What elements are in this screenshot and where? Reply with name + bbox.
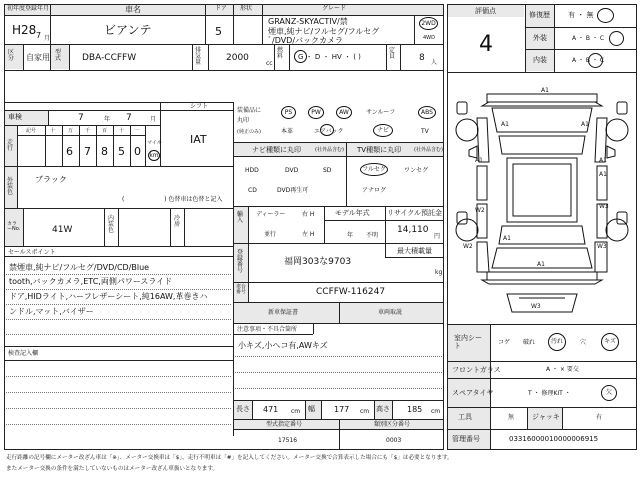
navi-title: ナビ種類に丸印 [252,146,301,154]
exterior-value: ブラック [35,175,67,184]
tools-value: 無 [508,414,515,421]
aircon-label: 冷房 [174,215,181,228]
category-no-value: 0003 [386,437,402,444]
equip-aw: AW [336,106,352,119]
capacity-label: 定員 [389,47,396,60]
dmg-label-11: W3 [597,243,607,250]
sheet-opt-kizu: キズ [601,333,619,351]
dmg-label-3: A1 [581,121,589,128]
color-no-value: 41W [52,225,73,235]
inspection-month: 7 [126,113,132,123]
exterior-label: 外装色 [7,177,14,196]
height-value: 185 [407,405,423,414]
car-damage-diagram [447,72,637,324]
spare-tire-selected: 欠 [601,385,617,401]
equipment-label2: 丸印 [237,117,250,124]
shift-value: IAT [190,133,207,146]
digit-header-3: 千 [85,128,91,134]
recycle-value: 14,110 [397,225,429,235]
sheet-opt-yabure: 破れ [523,339,536,346]
import-right-h: 右 H [302,211,315,218]
score-label: 評価点 [475,7,496,15]
tv-title: TV種類に丸印 [357,146,402,154]
type-spec-value: 17516 [278,437,298,444]
doors-label: ドア [215,5,227,12]
mileage-digit-2: 7 [84,145,91,158]
equip-pw: PW [308,106,324,119]
model-year-unknown: 不明 [366,232,379,239]
inspection-notes-label: 検査記入欄 [8,350,39,357]
displacement-label: 排気量 [195,47,202,66]
displacement-value: 2000 [226,53,249,63]
mileage-remark-label: 記号 [26,128,37,134]
shape-label: 形状 [240,5,253,12]
navi-hdd: HDD [245,167,259,174]
registration-value: 福岡303な9703 [284,257,352,267]
dmg-label-13: W3 [531,303,541,310]
mileage-unit-mile: マイル [147,140,162,146]
sales-line-3: ドア,HIDライト,ハーフレザーシート,純16AW,革巻きハ [9,292,208,301]
sales-line-4: ンドル,マット,バイザー [9,307,94,316]
navi-dvd: DVD [285,167,299,174]
type-spec-label: 型式指定番号 [266,421,303,428]
spare-tire-options: T ・ 修理KIT ・ [528,390,571,397]
sheet-opt-ana: 穴 [580,339,587,346]
registration-label: 登録番号 [237,249,244,274]
max-load-kg: kg [435,269,443,276]
doors-value: 5 [215,25,222,38]
drive-4wd: 4WD [423,35,435,41]
recycle-yen: 円 [434,233,441,240]
import-parallel: 並行 [264,231,277,238]
score-value: 4 [479,32,493,57]
management-label: 管理番号 [452,435,480,443]
equip-airbag-circle [320,124,334,136]
grade-line-1: GRANZ-SKYACTIV/禁 [268,17,348,26]
footer-line-2: またメーター交換の条件を満たしていないものはメーター改ざん車扱いとなります。 [6,466,219,472]
equip-navi: ナビ [373,124,393,137]
dmg-label-2: A1 [501,121,509,128]
repair-options: 有 ・ 無 [568,11,594,19]
vehicle-manual: 車両取説 [378,309,403,316]
interior-score-label: 内装 [533,56,547,64]
fuel-selected-circle [294,50,307,63]
mileage-digit-1: 6 [66,145,73,158]
width-unit: cm [360,408,370,415]
fuel-label: 燃料 [277,47,284,60]
first-reg-label: 初年度登録年月 [7,5,50,12]
inspection-year: 7 [78,113,84,123]
sheet-opt-yogore: 汚れ [548,333,566,351]
grade-line-3: ﾞ/DVD/バックカメラ [268,36,344,45]
capacity-value: 8 [419,53,425,63]
car-name: ビアンテ [104,23,152,37]
navi-sd: SD [323,167,332,174]
jack-label: ジャッキ [532,413,560,421]
equip-abs: ABS [418,106,436,119]
person-unit: 人 [431,59,438,66]
recycle-label: リサイクル預託金 [387,209,443,217]
sales-line-1: 禁煙車,純ナビ/フルセグ/DVD/CD/Blue [9,263,150,272]
category-label: 区分 [8,49,15,62]
navi-dvd-play: DVD再生可 [277,187,309,194]
new-car-warranty: 新車保証書 [268,309,299,316]
notes-label: 注意事項・不具合箇所 [237,326,298,333]
tv-analog: アナログ [362,187,387,194]
fuel-options: G ・ D ・ HV ・ ( ) [298,53,361,61]
exterior-score-options: A ・ B ・ C [572,35,605,42]
height-label: 高さ [376,405,390,413]
equipment-label3: (純正のみ) [237,129,261,135]
model-label: 型式 [55,49,62,62]
spare-tire-label: スペアタイヤ [452,389,494,397]
footer-line-1: 走行距離の記号欄にメーター改ざん車は「※」、メーター交換車は「$」、走行不明車は「#」を記入してください。メーター交換で合算表示した場合にも「$」は必要となります。 [6,455,453,461]
grade-label: グレード [322,5,347,12]
length-value: 471 [263,405,279,414]
chassis-value: CCFFW-116247 [316,287,386,297]
equip-airbag: エアバック [314,128,344,135]
dmg-label-6: A1 [475,157,483,164]
equip-leather: 本革 [281,128,294,135]
mileage-label: 走行 [7,139,14,152]
chassis-label: 車台番号 [236,284,247,295]
front-glass-label: フロントガラス [452,366,501,374]
import-label: 輸入 [237,211,244,224]
front-glass-options: A ・ × 要交 [546,366,579,373]
exterior-score-selected [609,31,624,46]
navi-cd: CD [248,187,257,194]
interior-sheet-label: 室内シート [454,334,482,351]
import-dealer: ディーラー [256,211,286,218]
grade-line-2: 煙車,純ナビ/フルセグ/フルセグ [268,27,380,36]
inspection-month-unit: 月 [150,116,157,123]
dmg-label-1: A1 [541,87,549,94]
model-year-unit: 年 [347,232,354,239]
max-load-label: 最大積載量 [397,247,432,255]
interior-color-label: 内装色 [108,215,115,234]
equipment-label: 装備品に [237,107,262,114]
inspection-label: 車検 [8,113,22,121]
dmg-label-12: A1 [537,261,545,268]
car-name-label: 車名 [125,5,141,14]
repair-selected [597,8,614,23]
repair-label: 修復歴 [529,11,550,19]
drive-2wd: 2WD [419,17,438,30]
mileage-unit-km: km [148,150,160,161]
import-left-h: 左 H [302,231,315,238]
notes-value: 小キズ,小ヘコ有,AWキズ [238,341,328,350]
model-code: DBA-CCFFW [82,53,137,63]
height-unit: cm [431,408,441,415]
usage-value: 自家用 [26,53,50,62]
jack-value: 有 [596,414,603,421]
first-reg-era: H28 [12,23,37,37]
digit-header-6: 一 [134,128,140,134]
mileage-digit-4: 5 [118,145,125,158]
width-label: 幅 [308,405,315,413]
mileage-digit-3: 8 [101,145,108,158]
first-reg-month: 7 [36,31,42,40]
dmg-label-9: A1 [503,235,511,242]
equip-ps: PS [281,106,296,119]
first-reg-month-unit: 月 [44,35,51,42]
sales-point-label: セールスポイント [8,249,56,256]
digit-header-2: 万 [68,128,74,134]
equip-sunroof: サンルーフ [366,109,396,116]
length-unit: cm [291,408,301,415]
equip-tv: TV [421,128,429,135]
interior-score-selected [588,53,603,68]
exterior-note: ( ) 色替車は色替と記入 [122,196,223,203]
digit-header-5: 十 [119,128,125,134]
mileage-digit-5: 0 [134,145,141,158]
dmg-label-5: A1 [599,171,607,178]
digit-header-4: 百 [102,128,108,134]
category-no-label: 類別区分番号 [374,421,411,428]
tools-label: 工具 [458,413,472,421]
model-year-label: モデル年式 [335,209,370,217]
dmg-label-10: W2 [463,243,473,250]
dmg-label-8: W3 [599,203,609,210]
sheet-opt-koge: コゲ [498,339,511,346]
dmg-label-4: A1 [599,157,607,164]
color-no-label: カラーNo. [7,221,21,232]
cc-unit: cc [266,60,273,67]
tv-note: (社外品含む) [414,147,443,153]
dmg-label-7: W2 [475,207,485,214]
sales-line-2: tooth,バックカメラ,ETC,両側パワースライド [9,277,173,286]
navi-note: (社外品含む) [315,147,344,153]
management-value: 03316000010000006915 [509,435,599,443]
tv-oneseg: ワンセグ [404,167,429,174]
length-label: 長さ [236,405,250,413]
shift-label: シフト [190,103,209,110]
exterior-score-label: 外装 [533,34,547,42]
width-value: 177 [334,405,350,414]
tv-fullseg: フルセグ [360,163,388,176]
digit-header-1: 十 [50,128,56,134]
interior-score-options: A ・ B ・ C [572,57,605,64]
inspection-year-unit: 年 [104,116,111,123]
